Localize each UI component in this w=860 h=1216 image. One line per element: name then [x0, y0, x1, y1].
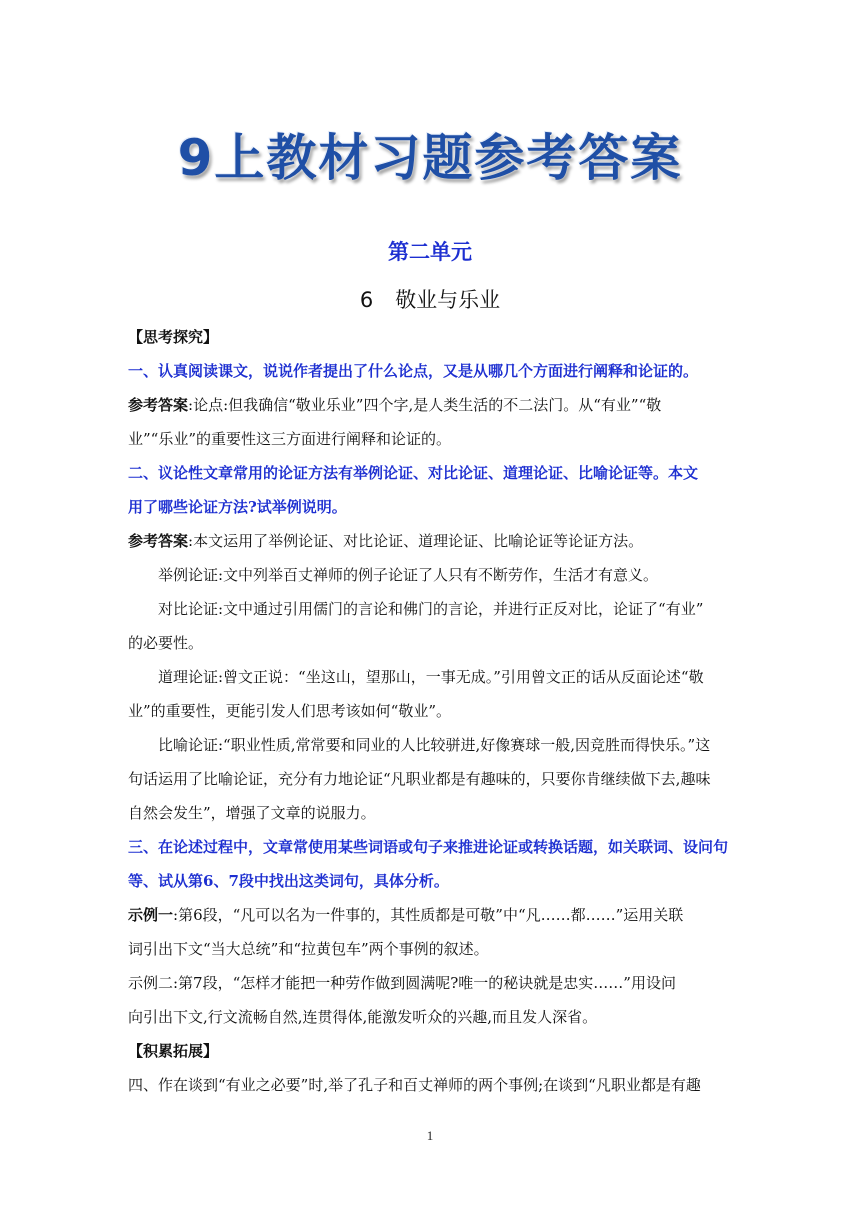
example-one-line-2: 词引出下文“当大总统”和“拉黄包车”两个事例的叙述。	[128, 940, 489, 958]
metaphor-argument-line-3: 自然会发生”，增强了文章的说服力。	[128, 804, 376, 822]
answer-label: 参考答案	[128, 532, 189, 550]
answer-label: 参考答案	[128, 396, 189, 414]
document-body	[128, 320, 732, 1102]
example-label: 示例一	[128, 906, 174, 924]
question-3-line-2: 等、试从第6、7段中找出这类词句，具体分析。	[128, 872, 449, 890]
answer-2-line-1	[128, 524, 732, 558]
lesson-heading	[0, 284, 860, 314]
unit-heading: 第二单元	[388, 240, 472, 264]
example-argument: 举例论证:文中列举百丈禅师的例子论证了人只有不断劳作，生活才有意义。	[158, 566, 659, 584]
answer-1-line-2: 业”“乐业”的重要性这三方面进行阐释和论证的。	[128, 430, 452, 448]
answer-text: :本文运用了举例论证、对比论证、道理论证、比喻论证等论证方法。	[188, 532, 644, 550]
answer-1-line-1	[128, 388, 732, 422]
metaphor-argument-line-1: 比喻论证:“职业性质,常常要和同业的人比较骈进,好像赛球一般,因竞胜而得快乐。”这	[158, 736, 711, 754]
question-2-line-2: 用了哪些论证方法?试举例说明。	[128, 498, 347, 516]
section-heading-accumulation: 【积累拓展】	[128, 1042, 219, 1060]
metaphor-argument-line-2: 句话运用了比喻论证，充分有力地论证“凡职业都是有趣味的，只要你肯继续做下去,趣味	[128, 770, 711, 788]
contrast-argument-line-1: 对比论证:文中通过引用儒门的言论和佛门的言论，并进行正反对比，论证了“有业”	[158, 600, 704, 618]
example-one-line-1	[128, 898, 732, 932]
example-two-line-2: 向引出下文,行文流畅自然,连贯得体,能激发听众的兴趣,而且发人深省。	[128, 1008, 598, 1026]
question-1: 一、认真阅读课文，说说作者提出了什么论点，又是从哪几个方面进行阐释和论证的。	[128, 362, 699, 380]
contrast-argument-line-2: 的必要性。	[128, 634, 204, 652]
example-two-line-1: 示例二:第7段，“怎样才能把一种劳作做到圆满呢?唯一的秘诀就是忠实……”用设问	[128, 974, 676, 992]
page-number: 1	[426, 1128, 434, 1143]
example-text: :第6段，“凡可以名为一件事的，其性质都是可敬”中“凡……都……”运用关联	[173, 906, 684, 924]
lesson-title: 敬业与乐业	[395, 288, 501, 312]
question-2-line-1: 二、议论性文章常用的论证方法有举例论证、对比论证、道理论证、比喻论证等。本文	[128, 464, 699, 482]
reasoning-argument-line-2: 业”的重要性，更能引发人们思考该如何“敬业”。	[128, 702, 452, 720]
lesson-number: 6	[359, 288, 374, 312]
answer-text: :论点:但我确信“敬业乐业”四个字,是人类生活的不二法门。从“有业”“敬	[188, 396, 662, 414]
question-3-line-1: 三、在论述过程中，文章常使用某些词语或句子来推进论证或转换话题，如关联词、设问句	[128, 838, 729, 856]
reasoning-argument-line-1: 道理论证:曾文正说：“坐这山，望那山，一事无成。”引用曾文正的话从反面论述“敬	[158, 668, 704, 686]
section-heading-thinking: 【思考探究】	[128, 328, 219, 346]
document-banner-title: 9上教材习题参考答案	[177, 129, 683, 187]
question-4-line-1: 四、作在谈到“有业之必要”时,举了孔子和百丈禅师的两个事例;在谈到“凡职业都是有趣	[128, 1076, 701, 1094]
